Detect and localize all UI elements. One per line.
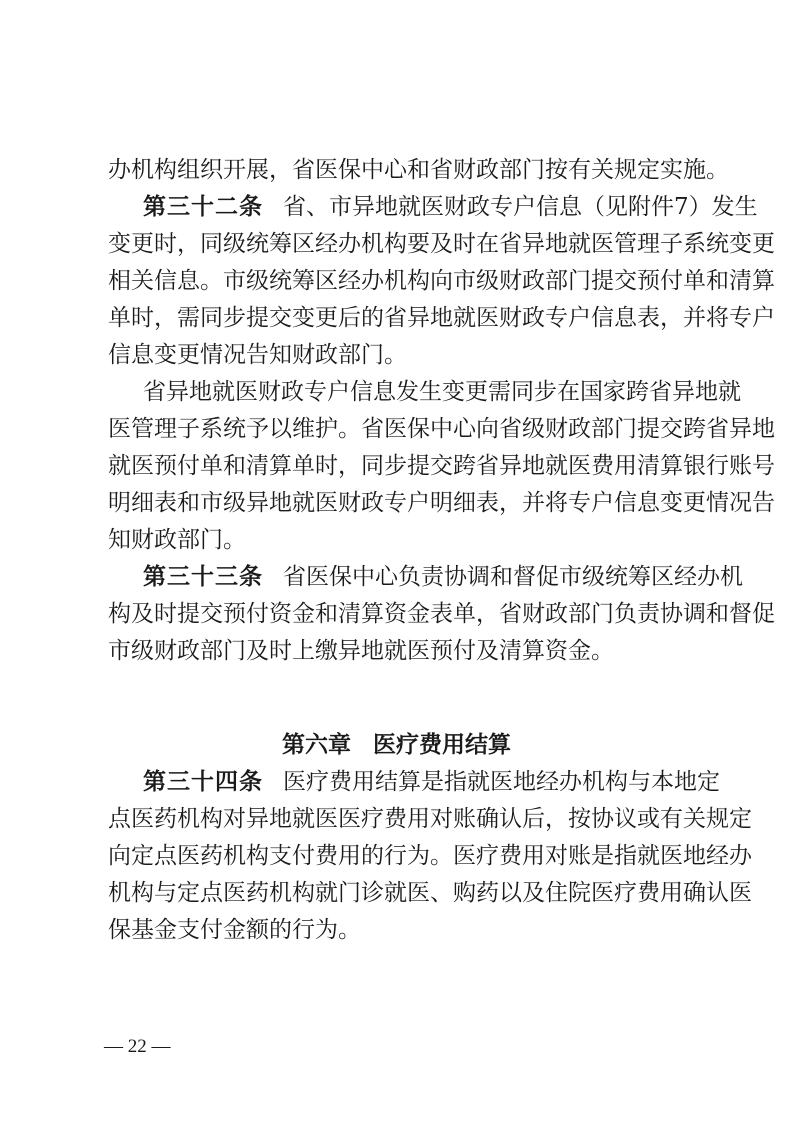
article-32-line: 第三十二条 省、市异地就医财政专户信息（见附件7）发生 (143, 194, 758, 220)
chapter-title: 医疗费用结算 (373, 732, 511, 758)
text-line: 变更时，同级统筹区经办机构要及时在省异地就医管理子系统变更 (108, 231, 775, 257)
text-line: 信息变更情况告知财政部门。 (108, 342, 407, 368)
article-label: 第三十四条 (143, 769, 263, 795)
text-line: 省异地就医财政专户信息发生变更需同步在国家跨省异地就 (143, 379, 741, 405)
text-line: 保基金支付金额的行为。 (108, 917, 361, 943)
article-label: 第三十二条 (143, 194, 263, 220)
text-line: 构及时提交预付资金和清算资金表单，省财政部门负责协调和督促 (108, 601, 775, 627)
text-line: 知财政部门。 (108, 527, 246, 553)
text-line: 机构与定点医药机构就门诊就医、购药以及住院医疗费用确认医 (108, 880, 752, 906)
text-line: 相关信息。市级统筹区经办机构向市级财政部门提交预付单和清算 (108, 268, 775, 294)
text-line: 医管理子系统予以维护。省医保中心向省级财政部门提交跨省异地 (108, 416, 775, 442)
text-line: 向定点医药机构支付费用的行为。医疗费用对账是指就医地经办 (108, 843, 752, 869)
chapter-heading (0, 728, 793, 762)
text-line: 市级财政部门及时上缴异地就医预付及清算资金。 (108, 638, 614, 664)
article-label: 第三十三条 (143, 564, 263, 590)
page-number: — 22 — (104, 1036, 171, 1057)
text-line: 点医药机构对异地就医医疗费用对账确认后，按协议或有关规定 (108, 806, 752, 832)
text-line: 办机构组织开展，省医保中心和省财政部门按有关规定实施。 (108, 157, 729, 183)
text-line: 就医预付单和清算单时，同步提交跨省异地就医费用清算银行账号 (108, 453, 775, 479)
text-line: 单时，需同步提交变更后的省异地就医财政专户信息表，并将专户 (108, 305, 775, 331)
chapter-number: 第六章 (282, 732, 351, 758)
article-33-line: 第三十三条 省医保中心负责协调和督促市级统筹区经办机 (143, 564, 743, 590)
text-line: 明细表和市级异地就医财政专户明细表，并将专户信息变更情况告 (108, 490, 775, 516)
article-34-line: 第三十四条 医疗费用结算是指就医地经办机构与本地定 (143, 769, 720, 795)
